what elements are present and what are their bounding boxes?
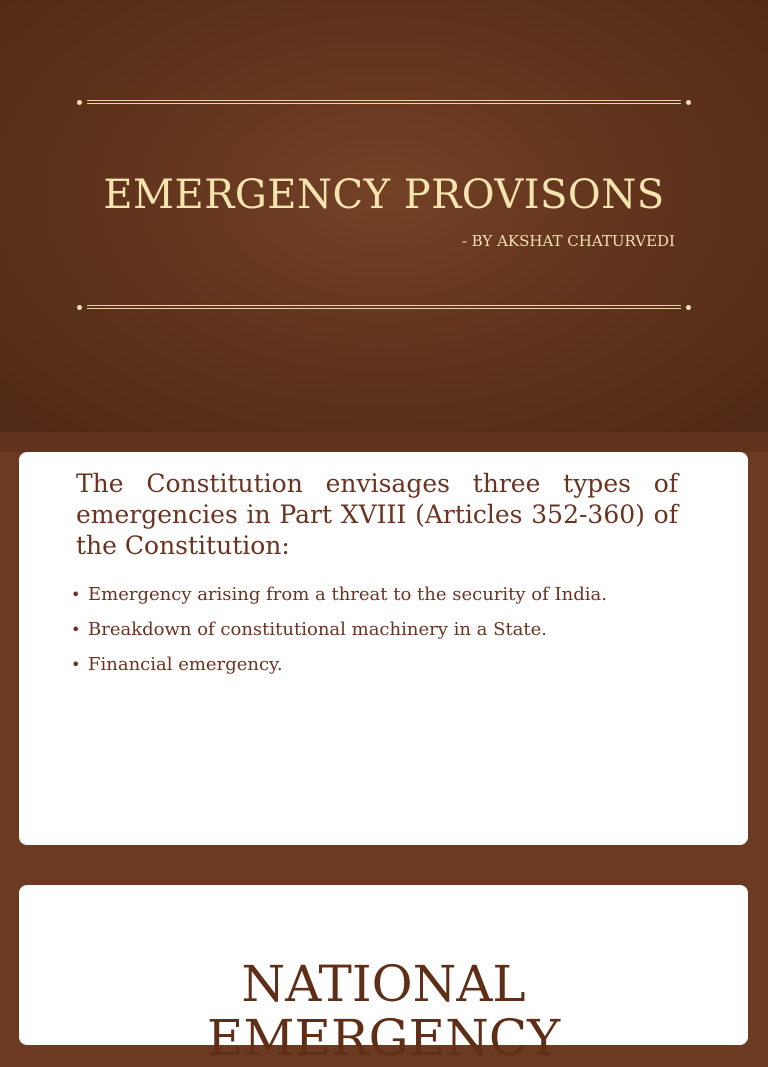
rule-dot-right — [686, 100, 691, 105]
slide-gap — [0, 432, 768, 452]
bottom-ornamental-rule — [79, 305, 689, 310]
rule-dot-left — [77, 100, 82, 105]
section-title — [19, 957, 748, 1065]
bullet-icon: • — [71, 585, 81, 604]
section-title-line1: NATIONAL — [241, 955, 526, 1013]
bullet-icon: • — [71, 655, 81, 674]
rule-line — [87, 308, 681, 309]
top-ornamental-rule — [79, 100, 689, 105]
next-slide — [19, 885, 748, 1067]
intro-paragraph: The Constitution envisages three types of emergencies in Part XVIII (Articles 352-360) of the Constitution: — [76, 469, 678, 560]
rule-dot-left — [77, 305, 82, 310]
list-item-text: Breakdown of constitutional machinery in a State. — [88, 619, 548, 640]
title-slide — [0, 0, 768, 432]
list-item-text: Financial emergency. — [88, 654, 283, 675]
list-item — [69, 584, 607, 606]
rule-line — [87, 103, 681, 104]
list-item — [69, 619, 607, 641]
list-item — [69, 654, 607, 676]
rule-line — [87, 305, 681, 306]
content-slide — [19, 452, 748, 845]
bullet-icon: • — [71, 620, 81, 639]
section-title-line2: EMERGENCY — [206, 1009, 561, 1067]
rule-line — [87, 100, 681, 101]
presentation-author: - BY AKSHAT CHATURVEDI — [461, 232, 675, 250]
list-item-text: Emergency arising from a threat to the security of India. — [88, 584, 607, 605]
presentation-title: EMERGENCY PROVISONS — [103, 172, 665, 218]
emergency-types-list — [69, 584, 607, 689]
rule-dot-right — [686, 305, 691, 310]
